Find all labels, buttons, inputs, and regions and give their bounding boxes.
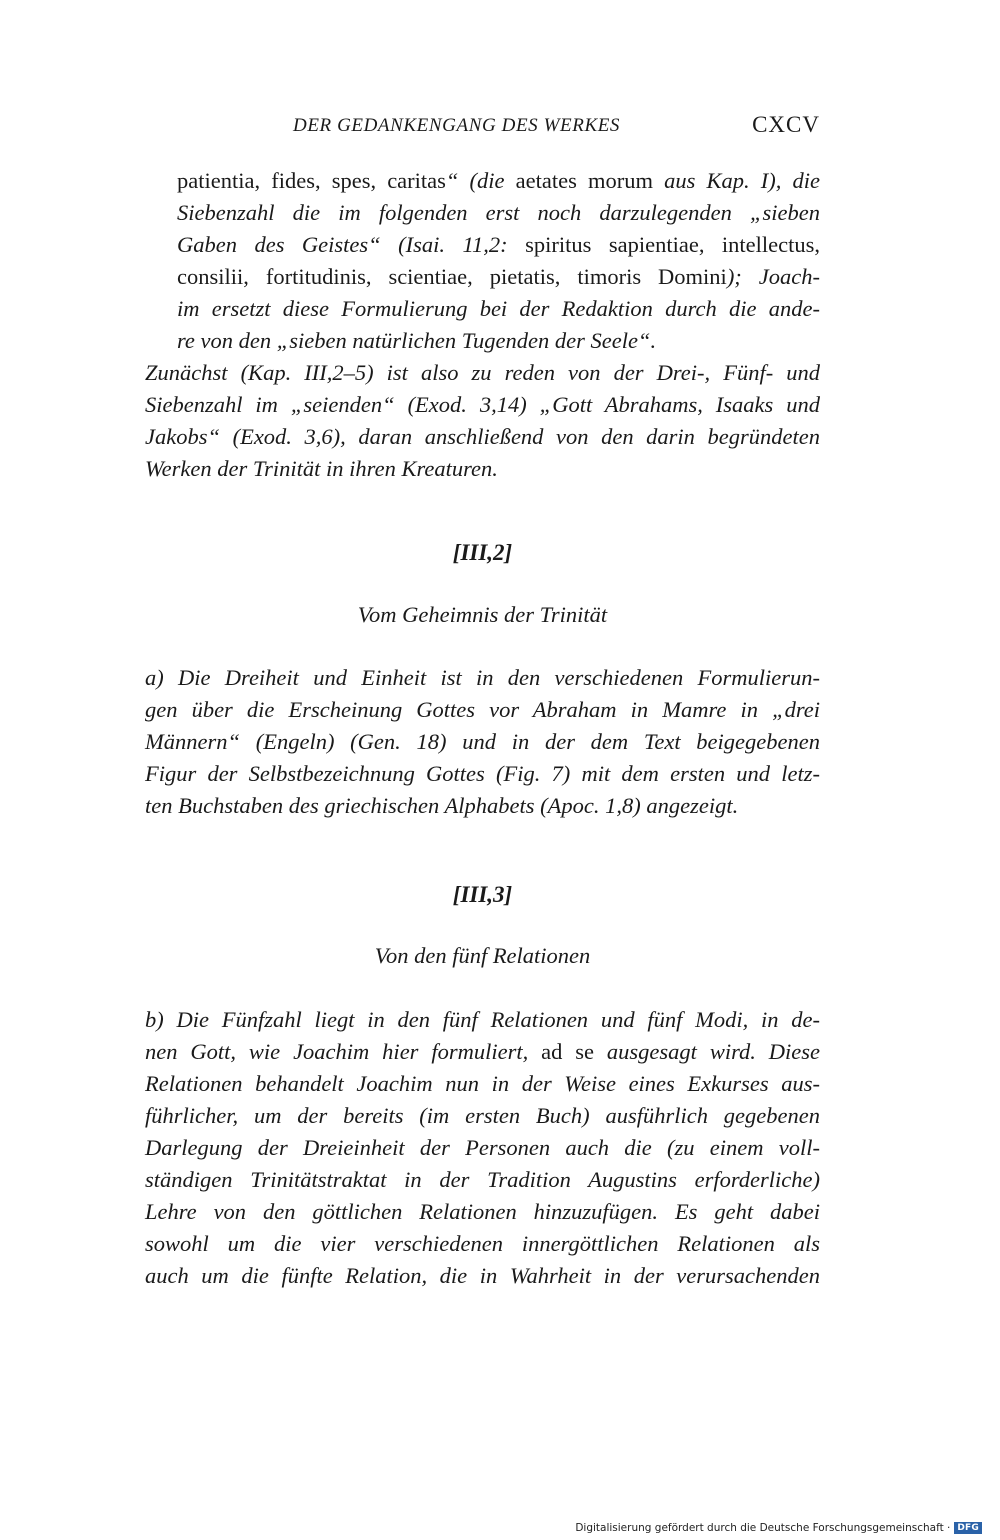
text-line: im ersetzt diese Formulierung bei der Redaktion durch die ande- [177, 296, 820, 321]
text-line: Siebenzahl im „seienden“ (Exod. 3,14) „Gott Abrahams, Isaaks und [145, 392, 820, 417]
dfg-logo-icon: DFG [954, 1522, 982, 1534]
text-line: sowohl um die vier verschiedenen innergöttlichen Relationen als [145, 1231, 820, 1256]
digitization-credit [575, 1522, 982, 1534]
text-line: ständigen Trinitätstraktat in der Tradition Augustins erforderliche) [145, 1167, 820, 1192]
text-line: Siebenzahl die im folgenden erst noch darzulegenden „sieben [177, 200, 820, 225]
text-line: führlicher, um der bereits (im ersten Buch) ausführlich gegebenen [145, 1103, 820, 1128]
text-line: Männern“ (Engeln) (Gen. 18) und in der dem Text beigegebenen [145, 729, 820, 754]
section-number: [III,3] [452, 882, 513, 907]
summary-paragraph [145, 357, 820, 485]
text-line: consilii, fortitudinis, scientiae, pietatis, timoris Domini); Joach- [177, 264, 820, 289]
page-number: CXCV [752, 112, 820, 137]
text-line: a) Die Dreiheit und Einheit ist in den verschiedenen Formulierun- [145, 665, 820, 690]
section-number: [III,2] [452, 540, 513, 565]
section-title: Von den fünf Relationen [374, 943, 591, 968]
running-header [145, 112, 820, 142]
credit-text: Digitalisierung gefördert durch die Deutsche Forschungsgemeinschaft · [575, 1522, 951, 1534]
section-title: Vom Geheimnis der Trinität [357, 602, 608, 627]
text-line: Figur der Selbstbezeichnung Gottes (Fig. 7) mit dem ersten und letz- [145, 761, 820, 786]
text-line: Gaben des Geistes“ (Isai. 11,2: spiritus sapientiae, intellectus, [177, 232, 821, 257]
text-line: Lehre von den göttlichen Relationen hinzuzufügen. Es geht dabei [145, 1199, 820, 1224]
text-line: re von den „sieben natürlichen Tugenden der Seele“. [177, 328, 657, 353]
text-line: b) Die Fünfzahl liegt in den fünf Relationen und fünf Modi, in de- [145, 1007, 820, 1032]
text-line: Zunächst (Kap. III,2–5) ist also zu reden von der Drei-, Fünf- und [145, 360, 820, 385]
text-line: Jakobs“ (Exod. 3,6), daran anschließend von den darin begründeten [145, 424, 820, 449]
continued-paragraph [145, 165, 820, 357]
text-line: auch um die fünfte Relation, die in Wahrheit in der verursachenden [145, 1263, 820, 1288]
text-line: gen über die Erscheinung Gottes vor Abraham in Mamre in „drei [145, 697, 820, 722]
section-paragraph [145, 662, 820, 822]
text-line: Relationen behandelt Joachim nun in der Weise eines Exkurses aus- [145, 1071, 820, 1096]
text-line: Darlegung der Dreieinheit der Personen auch die (zu einem voll- [145, 1135, 820, 1160]
text-line: ten Buchstaben des griechischen Alphabets (Apoc. 1,8) angezeigt. [145, 793, 739, 818]
text-line: patientia, fides, spes, caritas“ (die aetates morum aus Kap. I), die [177, 168, 820, 193]
running-title: DER GEDANKENGANG DES WERKES [293, 115, 621, 136]
text-line: nen Gott, wie Joachim hier formuliert, ad se ausgesagt wird. Diese [145, 1039, 821, 1064]
section-paragraph [145, 1004, 820, 1292]
text-line: Werken der Trinität in ihren Kreaturen. [145, 456, 498, 481]
